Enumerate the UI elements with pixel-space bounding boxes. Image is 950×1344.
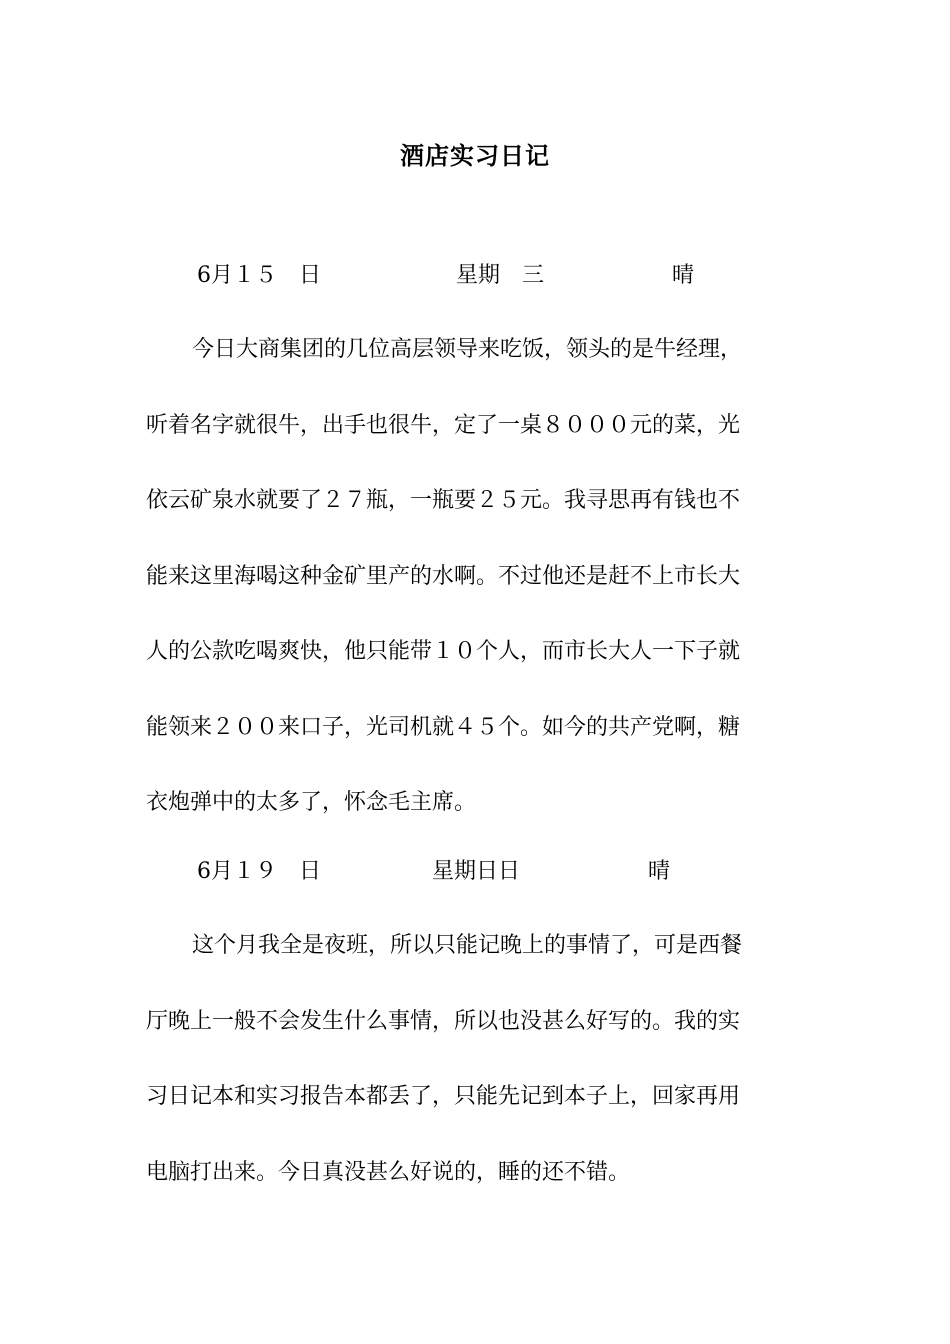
paragraph-line: 人的公款吃喝爽快，他只能带１０个人，而市长大人一下子就: [146, 639, 741, 664]
entry-weather: 晴: [648, 859, 671, 884]
entry-dateline: [0, 261, 950, 291]
entry-date: 6月１９ 日: [197, 859, 321, 884]
paragraph-line: 能来这里海喝这种金矿里产的水啊。不过他还是赶不上市长大: [146, 563, 741, 589]
entry-paragraph: [146, 908, 806, 1210]
entry-weekday: 星期 三: [456, 263, 545, 288]
paragraph-line: 这个月我全是夜班，所以只能记晚上的事情了，可是西餐: [192, 933, 743, 958]
entry-weekday: 星期日日: [432, 859, 521, 884]
entry-weather: 晴: [672, 263, 695, 288]
document-title: 酒店实习日记: [400, 141, 550, 170]
paragraph-line: 今日大商集团的几位高层领导来吃饭，领头的是牛经理，: [192, 337, 743, 362]
paragraph-line: 依云矿泉水就要了２７瓶，一瓶要２５元。我寻思再有钱也不: [146, 488, 741, 513]
entry-date: 6月１５ 日: [197, 263, 321, 288]
paragraph-line: 能领来２００来口子，光司机就４５个。如今的共产党啊，糖: [146, 714, 741, 740]
paragraph-line: 衣炮弹中的太多了，怀念毛主席。: [146, 790, 477, 815]
paragraph-line: 厅晚上一般不会发生什么事情，所以也没甚么好写的。我的实: [146, 1008, 741, 1034]
paragraph-line: 电脑打出来。今日真没甚么好说的，睡的还不错。: [146, 1159, 631, 1185]
entry-paragraph: [146, 312, 806, 841]
paragraph-line: 习日记本和实习报告本都丢了，只能先记到本子上，回家再用: [146, 1084, 741, 1109]
paragraph-line: 听着名字就很牛，出手也很牛，定了一桌８０００元的菜，光: [146, 412, 741, 438]
entry-dateline: [0, 857, 950, 887]
